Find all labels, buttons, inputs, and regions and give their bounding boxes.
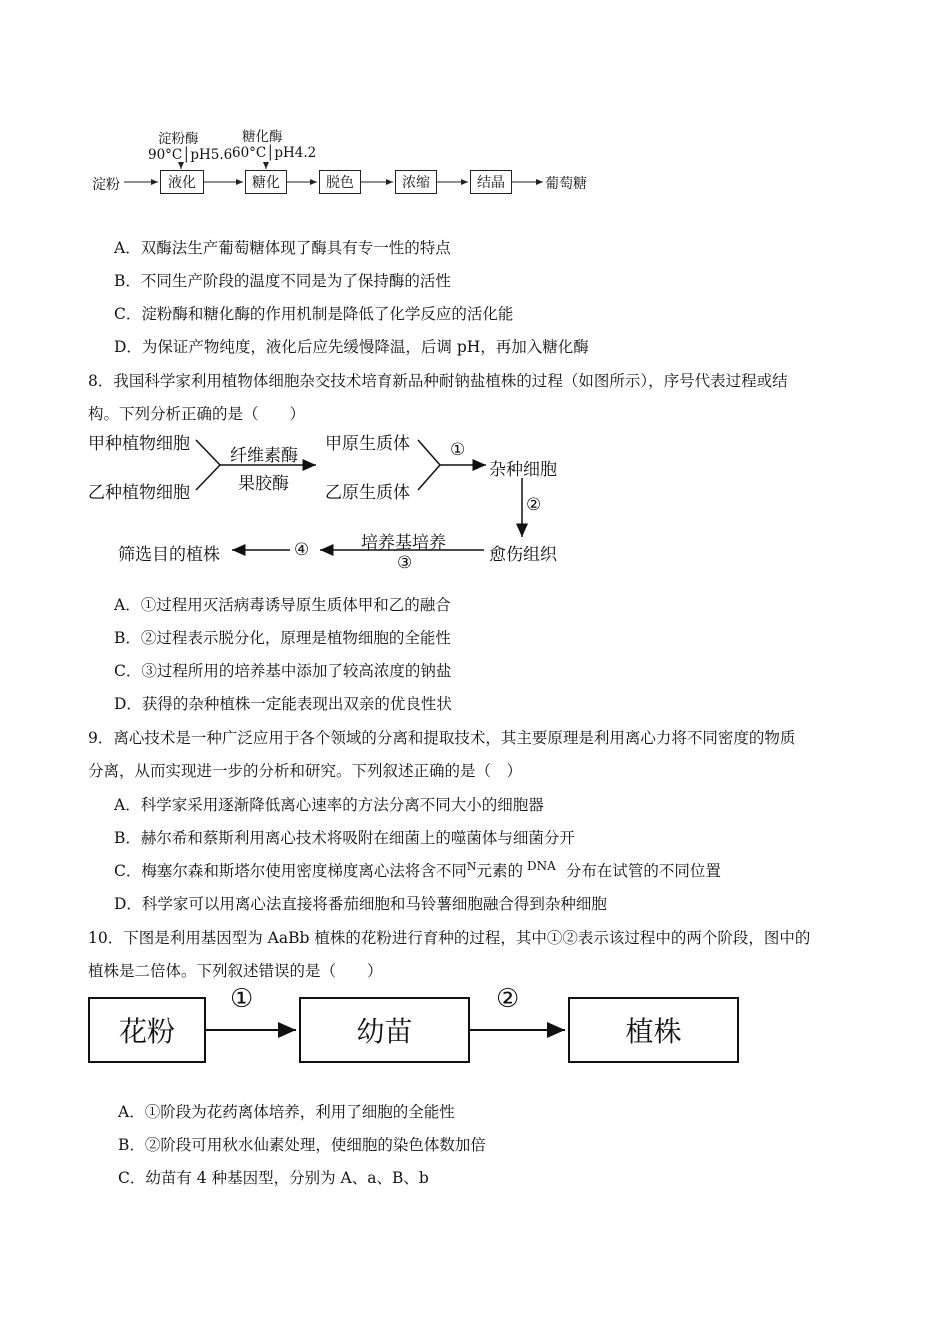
- hybrid-cell-label: 杂种细胞: [489, 460, 557, 480]
- q10-stem-line2: 植株是二倍体。下列叙述错误的是（ ）: [88, 962, 383, 980]
- enzyme2-name: 糖化酶: [242, 129, 283, 145]
- q9-option-c-dna: DNA: [527, 859, 556, 873]
- flow-step-liquefaction: 液化: [160, 170, 204, 194]
- flow-step-concentration: 浓缩: [395, 170, 437, 194]
- q9-stem-line2: 分离，从而实现进一步的分析和研究。下列叙述正确的是（ ）: [88, 762, 523, 780]
- step4-label: ④: [294, 540, 310, 560]
- q10-option-a: A．①阶段为花药离体培养，利用了细胞的全能性: [118, 1103, 455, 1121]
- q7-option-d: D．为保证产物纯度，液化后应先缓慢降温，后调 pH，再加入糖化酶: [114, 338, 589, 356]
- q9-option-c-n: N: [466, 860, 477, 873]
- step2-label: ②: [526, 495, 542, 515]
- protoplast-b-label: 乙原生质体: [325, 483, 410, 503]
- box-pollen: 花粉: [88, 997, 206, 1063]
- q9-option-c-prefix: C．梅塞尔森和斯塔尔使用密度梯度离心法将含不同: [114, 862, 467, 881]
- enzyme1-name: 淀粉酶: [158, 131, 199, 147]
- q8-stem-line1: 8．我国科学家利用植物体细胞杂交技术培育新品种耐钠盐植株的过程（如图所示），序号代表过程或结: [88, 372, 788, 390]
- step1-label: ①: [450, 440, 466, 460]
- q10-step1-label: ①: [230, 984, 254, 1014]
- q9-option-a: A．科学家采用逐渐降低离心速率的方法分离不同大小的细胞器: [114, 796, 544, 814]
- flow-step-crystallization: 结晶: [470, 170, 512, 194]
- q10-option-c: C．幼苗有 4 种基因型，分别为 A、a、B、b: [118, 1169, 429, 1187]
- flow-end-glucose: 葡萄糖: [545, 176, 587, 192]
- q10-option-b: B．②阶段可用秋水仙素处理，使细胞的染色体数加倍: [118, 1136, 486, 1154]
- q8-option-d: D．获得的杂种植株一定能表现出双亲的优良性状: [114, 695, 452, 713]
- culture-label: 培养基培养: [361, 533, 446, 553]
- q9-option-b: B．赫尔希和蔡斯利用离心技术将吸附在细菌上的噬菌体与细菌分开: [114, 829, 575, 847]
- q8-option-a: A．①过程用灭活病毒诱导原生质体甲和乙的融合: [114, 596, 451, 614]
- q8-stem-line2: 构。下列分析正确的是（ ）: [88, 405, 306, 423]
- enzyme-label-pectinase: 果胶酶: [238, 474, 289, 494]
- q8-option-c: C．③过程所用的培养基中添加了较高浓度的钠盐: [114, 662, 452, 680]
- box-seedling: 幼苗: [299, 997, 470, 1063]
- target-plant-label: 筛选目的植株: [118, 545, 220, 565]
- callus-label: 愈伤组织: [489, 545, 557, 565]
- q10-step2-label: ②: [496, 984, 520, 1014]
- protoplast-a-label: 甲原生质体: [325, 434, 410, 454]
- q9-option-c-suffix: 分布在试管的不同位置: [565, 862, 721, 881]
- cell-a-label: 甲种植物细胞: [88, 434, 190, 454]
- q7-option-a: A．双酶法生产葡萄糖体现了酶具有专一性的特点: [114, 239, 451, 257]
- enzyme1-conditions: 90°C│pH5.6: [148, 147, 233, 163]
- q9-stem-line1: 9．离心技术是一种广泛应用于各个领域的分离和提取技术，其主要原理是利用离心力将不同密度的物质: [88, 729, 796, 747]
- flow-start-starch: 淀粉: [92, 177, 120, 193]
- enzyme2-conditions: 60°C│pH4.2: [232, 145, 317, 161]
- q9-option-c-mid: 元素的: [476, 862, 524, 881]
- box-plant: 植株: [568, 997, 739, 1063]
- q7-option-c: C．淀粉酶和糖化酶的作用机制是降低了化学反应的活化能: [114, 305, 514, 323]
- flow-step-decolorization: 脱色: [319, 170, 361, 194]
- step3-label: ③: [397, 553, 413, 573]
- q9-option-d: D．科学家可以用离心法直接将番茄细胞和马铃薯细胞融合得到杂种细胞: [114, 895, 607, 913]
- enzyme-label-cellulase: 纤维素酶: [230, 446, 298, 466]
- q8-option-b: B．②过程表示脱分化，原理是植物细胞的全能性: [114, 629, 451, 647]
- q10-stem-line1: 10．下图是利用基因型为 AaBb 植株的花粉进行育种的过程，其中①②表示该过程中的两个阶段，图中的: [88, 929, 811, 947]
- flow-step-saccharification: 糖化: [245, 170, 287, 194]
- q7-option-b: B．不同生产阶段的温度不同是为了保持酶的活性: [114, 272, 451, 290]
- q9-option-c: [114, 859, 721, 881]
- cell-b-label: 乙种植物细胞: [88, 483, 190, 503]
